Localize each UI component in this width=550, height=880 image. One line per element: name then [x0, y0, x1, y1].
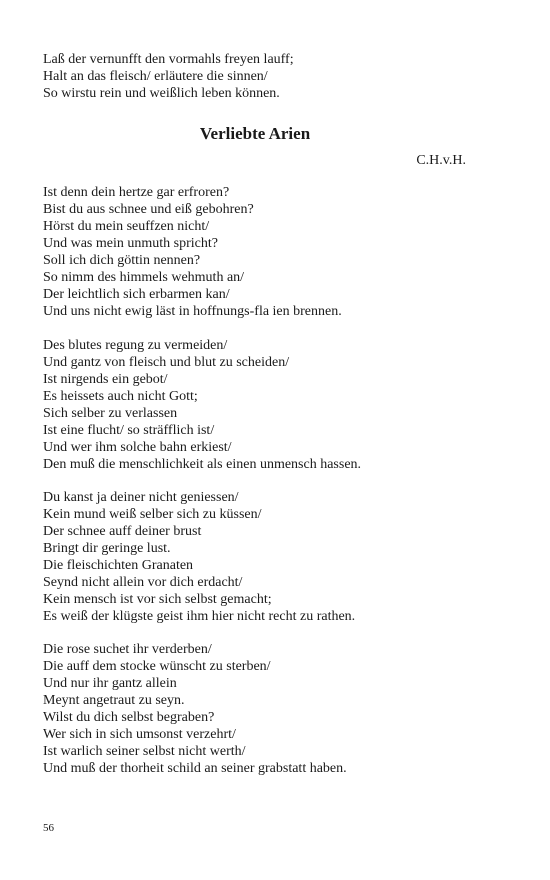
verse-line: So wirstu rein und weißlich leben können. — [43, 86, 280, 101]
verse-line: Die auff dem stocke wünscht zu sterben/ — [43, 659, 271, 674]
verse-line: Bringt dir geringe lust. — [43, 541, 171, 556]
verse-line: Seynd nicht allein vor dich erdacht/ — [43, 575, 243, 590]
verse-line: Und muß der thorheit schild an seiner grabstatt haben. — [43, 761, 347, 776]
poem-title: Verliebte Arien — [199, 124, 311, 143]
verse-line: Ist denn dein hertze gar erfroren? — [43, 185, 230, 200]
verse-line: Hörst du mein seuffzen nicht/ — [43, 219, 210, 234]
verse-line: Kein mund weiß selber sich zu küssen/ — [43, 507, 262, 522]
stanza — [43, 641, 347, 777]
verse-line: Kein mensch ist vor sich selbst gemacht; — [43, 592, 272, 607]
verse-line: Der schnee auff deiner brust — [43, 524, 202, 539]
verse-line: Und gantz von fleisch und blut zu scheiden/ — [43, 355, 290, 370]
verse-line: Die fleischichten Granaten — [43, 558, 194, 573]
stanza — [43, 184, 342, 320]
verse-line: Meynt angetraut zu seyn. — [43, 693, 185, 708]
stanza — [43, 489, 355, 625]
verse-line: Du kanst ja deiner nicht geniessen/ — [43, 490, 239, 505]
verse-line: So nimm des himmels wehmuth an/ — [43, 270, 245, 285]
verse-line: Laß der vernunfft den vormahls freyen lauff; — [43, 52, 294, 67]
verse-line: Die rose suchet ihr verderben/ — [43, 642, 212, 657]
verse-line: Der leichtlich sich erbarmen kan/ — [43, 287, 230, 302]
verse-line: Ist warlich seiner selbst nicht werth/ — [43, 744, 246, 759]
verse-line: Es heissets auch nicht Gott; — [43, 389, 198, 404]
verse-line: Ist nirgends ein gebot/ — [43, 372, 168, 387]
page-number: 56 — [43, 822, 54, 834]
verse-line: Soll ich dich göttin nennen? — [43, 253, 201, 268]
verse-line: Des blutes regung zu vermeiden/ — [43, 338, 228, 353]
stanza — [43, 337, 361, 473]
verse-line: Sich selber zu verlassen — [43, 406, 178, 421]
verse-line: Den muß die menschlichkeit als einen unmensch hassen. — [43, 457, 362, 472]
verse-line: Wer sich in sich umsonst verzehrt/ — [43, 727, 236, 742]
verse-line: Und wer ihm solche bahn erkiest/ — [43, 440, 232, 455]
poem-author: C.H.v.H. — [416, 153, 466, 168]
verse-line: Bist du aus schnee und eiß gebohren? — [43, 202, 254, 217]
verse-line: Wilst du dich selbst begraben? — [43, 710, 215, 725]
verse-line: Und nur ihr gantz allein — [43, 676, 177, 691]
verse-line: Halt an das fleisch/ erläutere die sinnen/ — [43, 69, 268, 84]
verse-line: Es weiß der klügste geist ihm hier nicht recht zu rathen. — [43, 609, 356, 624]
verse-line: Ist eine flucht/ so sträfflich ist/ — [43, 423, 215, 438]
verse-line: Und uns nicht ewig läst in hoffnungs-fla ien brennen. — [43, 304, 342, 319]
verse-line: Und was mein unmuth spricht? — [43, 236, 218, 251]
intro-verse — [43, 51, 294, 102]
